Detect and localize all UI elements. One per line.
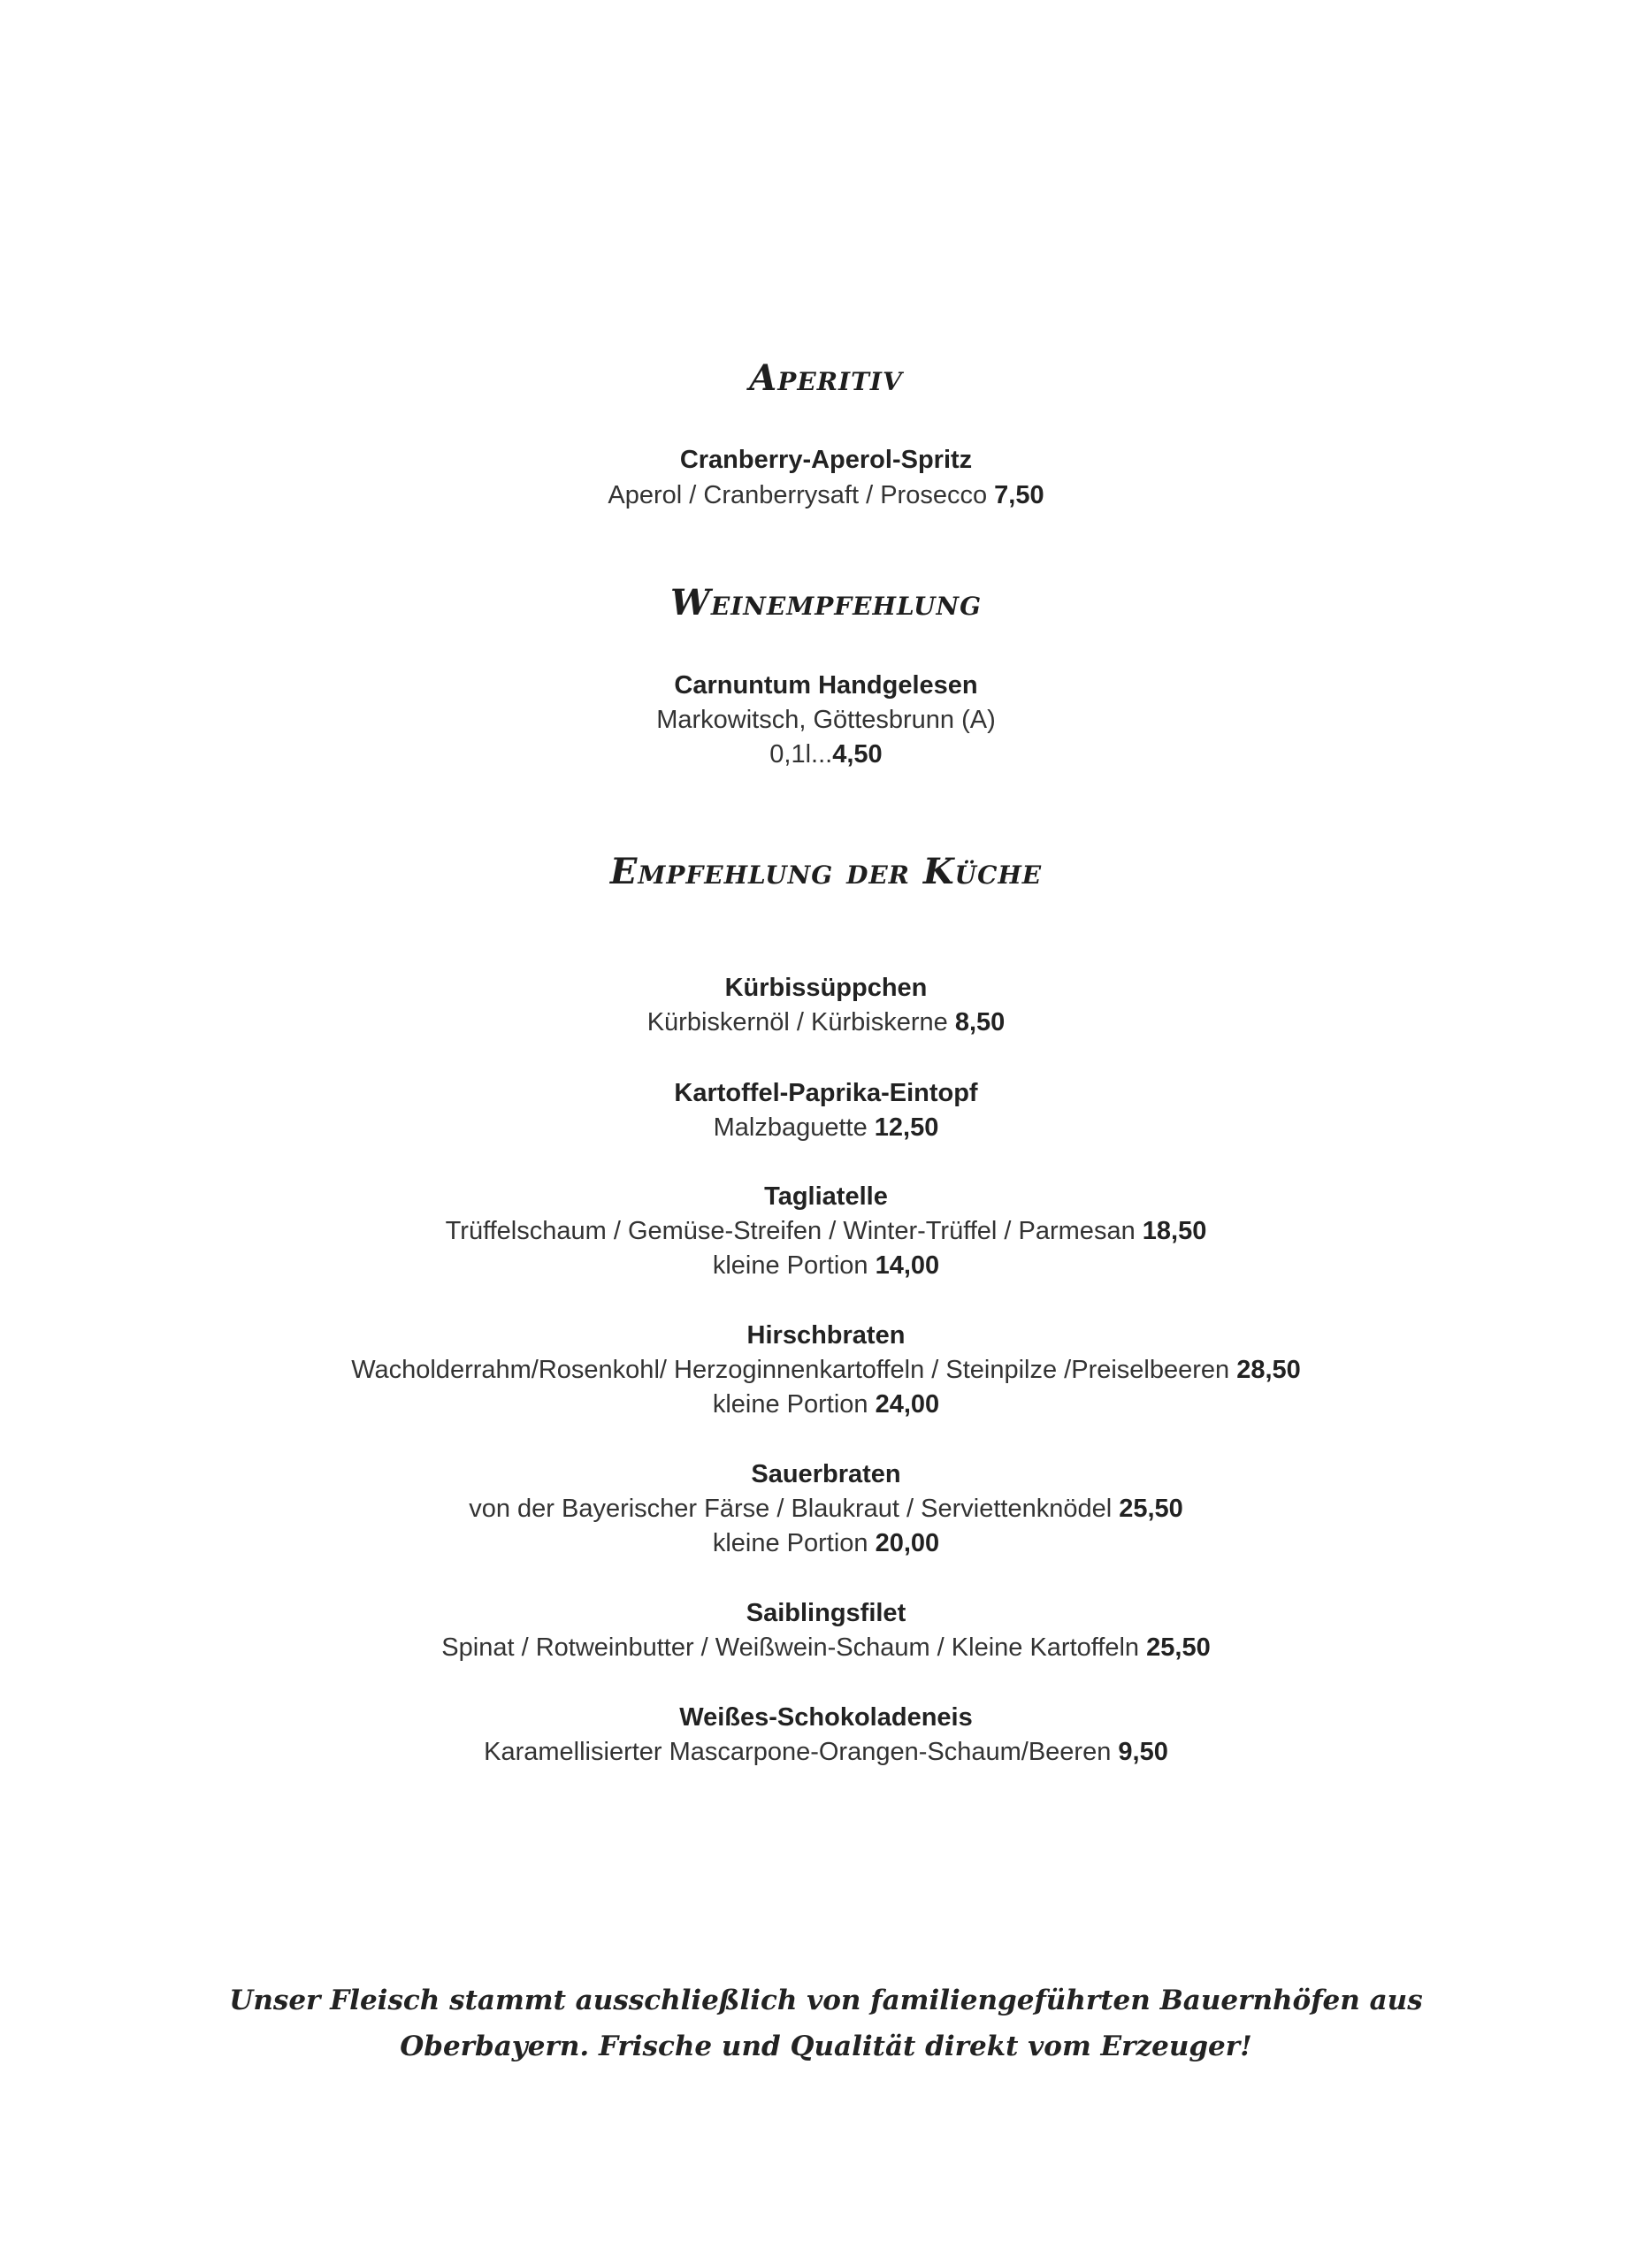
kitchen-heading: Empfehlung der Küche bbox=[609, 851, 1043, 892]
kitchen-item-name: Kürbissüppchen bbox=[724, 974, 928, 1002]
kitchen-item-desc bbox=[0, 1213, 1652, 1249]
small-portion-label: kleine Portion bbox=[712, 1390, 868, 1419]
item-description: von der Bayerischer Färse / Blaukraut / Serviettenknödel bbox=[469, 1495, 1113, 1523]
item-price: 12,50 bbox=[874, 1113, 939, 1142]
item-price: 25,50 bbox=[1146, 1633, 1211, 1662]
kitchen-item-desc bbox=[0, 1005, 1652, 1040]
kitchen-item-desc bbox=[0, 1734, 1652, 1770]
item-price: 28,50 bbox=[1236, 1356, 1301, 1384]
small-portion-price: 24,00 bbox=[875, 1390, 940, 1419]
kitchen-item-name: Hirschbraten bbox=[746, 1321, 906, 1350]
aperitif-item-name: Cranberry-Aperol-Spritz bbox=[679, 446, 973, 474]
item-description: Aperol / Cranberrysaft / Prosecco bbox=[608, 481, 988, 509]
wine-volume: 0,1l... bbox=[769, 740, 833, 769]
item-description: Karamellisierter Mascarpone-Orangen-Schaum/Beeren bbox=[484, 1738, 1112, 1766]
aperitif-heading: Aperitiv bbox=[749, 357, 903, 399]
kitchen-item-name: Saiblingsfilet bbox=[746, 1599, 906, 1627]
footer-line-2: Oberbayern. Frische und Qualität direkt vom Erzeuger! bbox=[400, 2031, 1252, 2062]
item-price: 7,50 bbox=[994, 481, 1044, 509]
small-portion-label: kleine Portion bbox=[712, 1529, 868, 1557]
kitchen-item-name: Kartoffel-Paprika-Eintopf bbox=[674, 1079, 978, 1107]
kitchen-item-desc bbox=[0, 1630, 1652, 1665]
kitchen-item-small-portion bbox=[0, 1387, 1652, 1422]
item-price: 8,50 bbox=[954, 1008, 1006, 1036]
item-description: Wacholderrahm/Rosenkohl/ Herzoginnenkartoffeln / Steinpilze /Preiselbeeren bbox=[351, 1356, 1230, 1384]
item-price: 9,50 bbox=[1118, 1738, 1168, 1766]
small-portion-price: 20,00 bbox=[875, 1529, 940, 1557]
wine-item-volume-price bbox=[0, 737, 1652, 772]
kitchen-item-small-portion bbox=[0, 1526, 1652, 1561]
kitchen-item-desc bbox=[0, 1491, 1652, 1526]
footer-line-1: Unser Fleisch stammt ausschließlich von familiengeführten Bauernhöfen aus bbox=[229, 1985, 1423, 2016]
kitchen-item-name: Sauerbraten bbox=[751, 1460, 901, 1488]
small-portion-label: kleine Portion bbox=[712, 1251, 868, 1280]
item-price: 18,50 bbox=[1142, 1217, 1207, 1245]
item-price: 4,50 bbox=[832, 740, 883, 769]
kitchen-item-name: Weißes-Schokoladeneis bbox=[679, 1703, 973, 1732]
wine-item-desc: Markowitsch, Göttesbrunn (A) bbox=[656, 706, 996, 734]
item-description: Kürbiskernöl / Kürbiskerne bbox=[646, 1008, 948, 1036]
kitchen-item-desc bbox=[0, 1110, 1652, 1145]
item-description: Spinat / Rotweinbutter / Weißwein-Schaum / Kleine Kartoffeln bbox=[441, 1633, 1140, 1662]
kitchen-item-desc bbox=[0, 1352, 1652, 1388]
wine-item-name: Carnuntum Handgelesen bbox=[674, 671, 978, 700]
small-portion-price: 14,00 bbox=[875, 1251, 940, 1280]
item-description: Malzbaguette bbox=[713, 1113, 868, 1142]
aperitif-item-desc bbox=[0, 478, 1652, 513]
kitchen-item-name: Tagliatelle bbox=[764, 1182, 888, 1211]
item-price: 25,50 bbox=[1119, 1495, 1183, 1523]
wine-heading: Weinempfehlung bbox=[669, 582, 983, 623]
item-description: Trüffelschaum / Gemüse-Streifen / Winter-Trüffel / Parmesan bbox=[445, 1217, 1136, 1245]
kitchen-item-small-portion bbox=[0, 1248, 1652, 1283]
